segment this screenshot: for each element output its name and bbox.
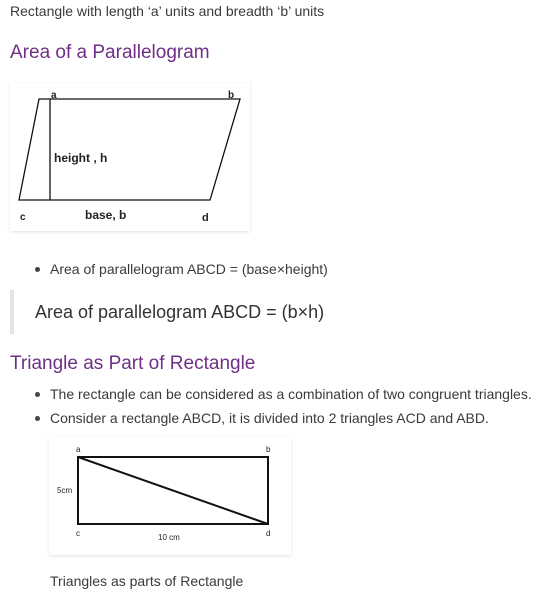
diagonal-line bbox=[78, 457, 268, 524]
heading-area-of-parallelogram: Area of a Parallelogram bbox=[10, 42, 210, 63]
vertex-label-d: d bbox=[266, 529, 271, 538]
list-item: Area of parallelogram ABCD = (base×height) bbox=[30, 257, 328, 281]
base-label: base, b bbox=[85, 208, 127, 222]
vertex-label-d: d bbox=[202, 212, 209, 224]
rectangle-figure bbox=[49, 437, 291, 555]
intro-text: Rectangle with length ‘a’ units and breadth ‘b’ units bbox=[10, 3, 325, 19]
area-formula-text: Area of parallelogram ABCD = (b×h) bbox=[35, 302, 325, 322]
height-label: height , h bbox=[54, 151, 108, 165]
list-item: Consider a rectangle ABCD, it is divided into 2 triangles ACD and ABD. bbox=[30, 406, 532, 430]
rectangle-diagram bbox=[49, 437, 291, 555]
vertex-label-a: a bbox=[51, 90, 57, 101]
figure-caption: Triangles as parts of Rectangle bbox=[50, 573, 244, 589]
base-length-label: 10 cm bbox=[158, 533, 180, 542]
vertex-label-b: b bbox=[266, 445, 271, 454]
list-item: The rectangle can be considered as a combination of two congruent triangles. bbox=[30, 382, 532, 406]
side-length-label: 5cm bbox=[57, 486, 73, 495]
vertex-label-c: c bbox=[76, 529, 80, 538]
parallelogram-figure bbox=[10, 83, 250, 231]
parallelogram-bullet-list bbox=[30, 257, 328, 281]
parallelogram-shape bbox=[19, 99, 240, 200]
parallelogram-diagram bbox=[10, 83, 250, 231]
vertex-label-c: c bbox=[20, 212, 26, 223]
triangle-bullet-list bbox=[30, 382, 532, 430]
area-formula-quote bbox=[10, 290, 494, 334]
heading-triangle-as-part-of-rectangle: Triangle as Part of Rectangle bbox=[10, 353, 256, 374]
vertex-label-a: a bbox=[76, 445, 81, 454]
vertex-label-b: b bbox=[228, 90, 235, 101]
